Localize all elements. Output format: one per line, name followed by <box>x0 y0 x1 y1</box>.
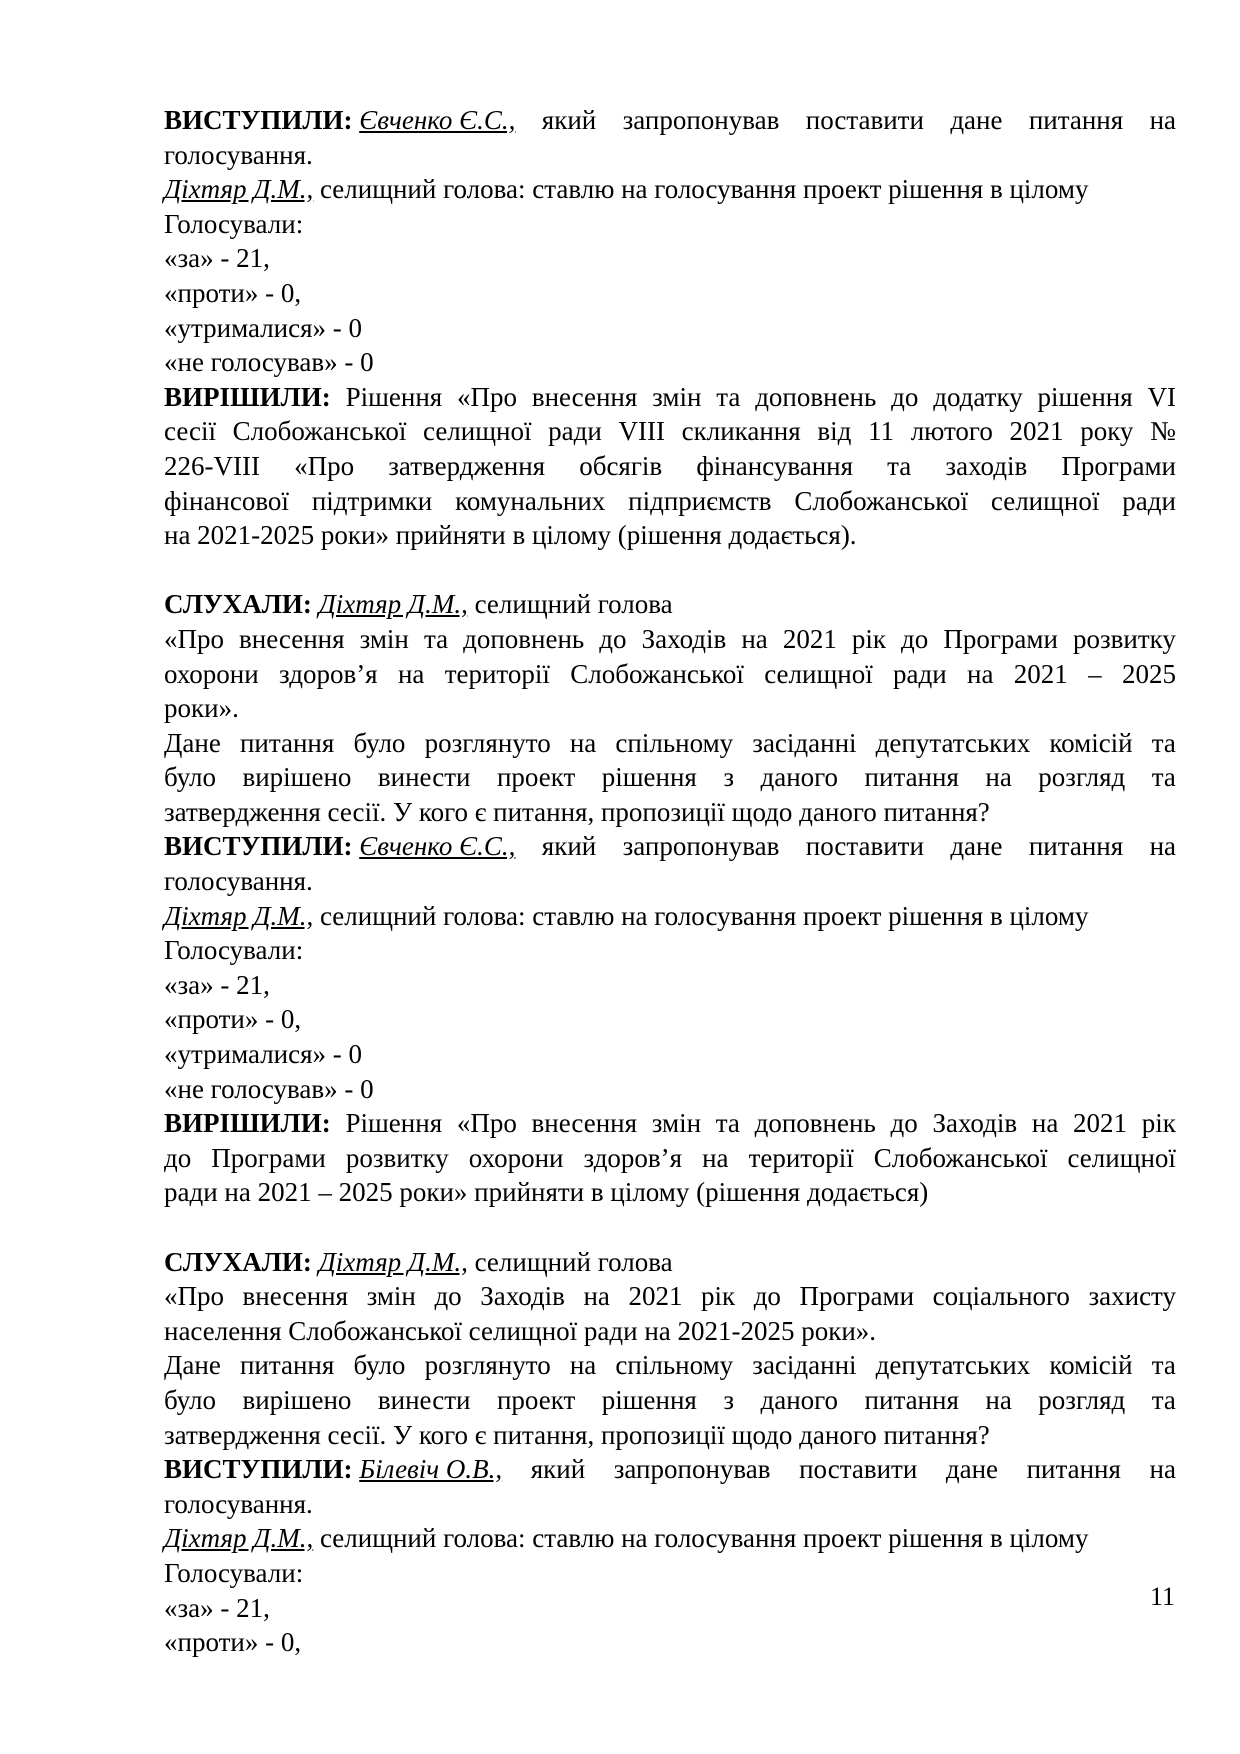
sluhaly-line: СЛУХАЛИ: Діхтяр Д.М., селищний голова <box>164 589 673 620</box>
vyrishyly-line: ВИРІШИЛИ: Рішення «Про внесення змін та доповнень до додатку рішення VI <box>164 381 1176 412</box>
vote-proty: «проти» - 0, <box>164 277 302 308</box>
vote-utrym: «утрималися» - 0 <box>164 312 363 343</box>
vyrishyly-line: ВИРІШИЛИ: Рішення «Про внесення змін та доповнень до Заходів на 2021 рік <box>164 1108 1176 1139</box>
speaker-name: Євченко Є.С., <box>359 105 516 135</box>
vote-ne: «не голосував» - 0 <box>164 347 374 378</box>
page-number: 11 <box>1150 1582 1176 1611</box>
vystupyly-line: ВИСТУПИЛИ: Євченко Є.С., який запропонував поставити дане питання на <box>164 831 1176 862</box>
vystupyly-line: ВИСТУПИЛИ: Білевіч О.В., який запропонував поставити дане питання на <box>164 1454 1176 1485</box>
document-page: ВИСТУПИЛИ: Євченко Є.С., який запропонував поставити дане питання на голосування. Діхтяр Д.М., селищний голова: ставлю на голосування проект рішення в цілому Голосували: «за» - 21, «проти» - 0, «утрималися» - 0 «не голосував» - 0 ВИРІШИЛИ: Рішення «Про внесення змін та доповнень до додатку рішення VI сесії Слобожанської селищної ради VIII скликання від 11 лютого 2021 року № 226-VIII «Про затвердження обсягів фінансування та заходів Програми фінансової підтримки комунальних підприємств Слобожанської селищної ради на 2021-2025 роки» прийняти в цілому (рішення додається). СЛУХАЛИ: Діхтяр Д.М., селищний голова «Про внесення змін та доповнень до Заходів на 2021 рік до Програми розвитку охорони здоров’я на території Слобожанської селищної ради на 2021 – 2025 роки». Дане питання було розглянуто на спільному засіданні депутатських комісій та було вирішено винести проект рішення з даного питання на розгляд та затвердження сесії. У кого є питання, пропозиції щодо даного питання? ВИСТУПИЛИ: Євченко Є.С., який запропонував поставити дане питання на голосування. Діхтяр Д.М., селищний голова: ставлю на голосування проект рішення в цілому Голосували: «за» - 21, «проти» - 0, «утрималися» - 0 «не голосував» - 0 ВИРІШИЛИ: Рішення «Про внесення змін та доповнень до Заходів на 2021 рік до Програми розвитку охорони здоров’я на території Слобожанської селищної ради на 2021 – 2025 роки» прийняти в цілому (рішення додається) СЛУХАЛИ: Діхтяр Д.М., селищний голова «Про внесення змін до Заходів на 2021 рік до Програми соціального захисту населення Слобожанської селищної ради на 2021-2025 роки». Дане питання було розглянуто на спільному засіданні депутатських комісій та було вирішено винести проект рішення з даного питання на розгляд та затвердження сесії. У кого є питання, пропозиції щодо даного питання? ВИСТУПИЛИ: Білевіч О.В., який запропонував поставити дане питання на голосування. Діхтяр Д.М., селищний голова: ставлю на голосування проект рішення в цілому Голосували: «за» - 21, «проти» - 0, <box>164 105 1176 1658</box>
vote-za: «за» - 21, <box>164 243 270 274</box>
holova-line: Діхтяр Д.М., селищний голова: ставлю на голосування проект рішення в цілому <box>164 1523 1089 1554</box>
holova-line: Діхтяр Д.М., селищний голова: ставлю на голосування проект рішення в цілому <box>164 174 1089 205</box>
votes-title: Голосували: <box>164 208 304 239</box>
vystupyly-line: ВИСТУПИЛИ: Євченко Є.С., який запропонував поставити дане питання на <box>164 105 1176 135</box>
holova-line: Діхтяр Д.М., селищний голова: ставлю на голосування проект рішення в цілому <box>164 900 1089 931</box>
sluhaly-line: СЛУХАЛИ: Діхтяр Д.М., селищний голова <box>164 1246 673 1277</box>
vystupyly-label: ВИСТУПИЛИ: <box>164 105 353 135</box>
